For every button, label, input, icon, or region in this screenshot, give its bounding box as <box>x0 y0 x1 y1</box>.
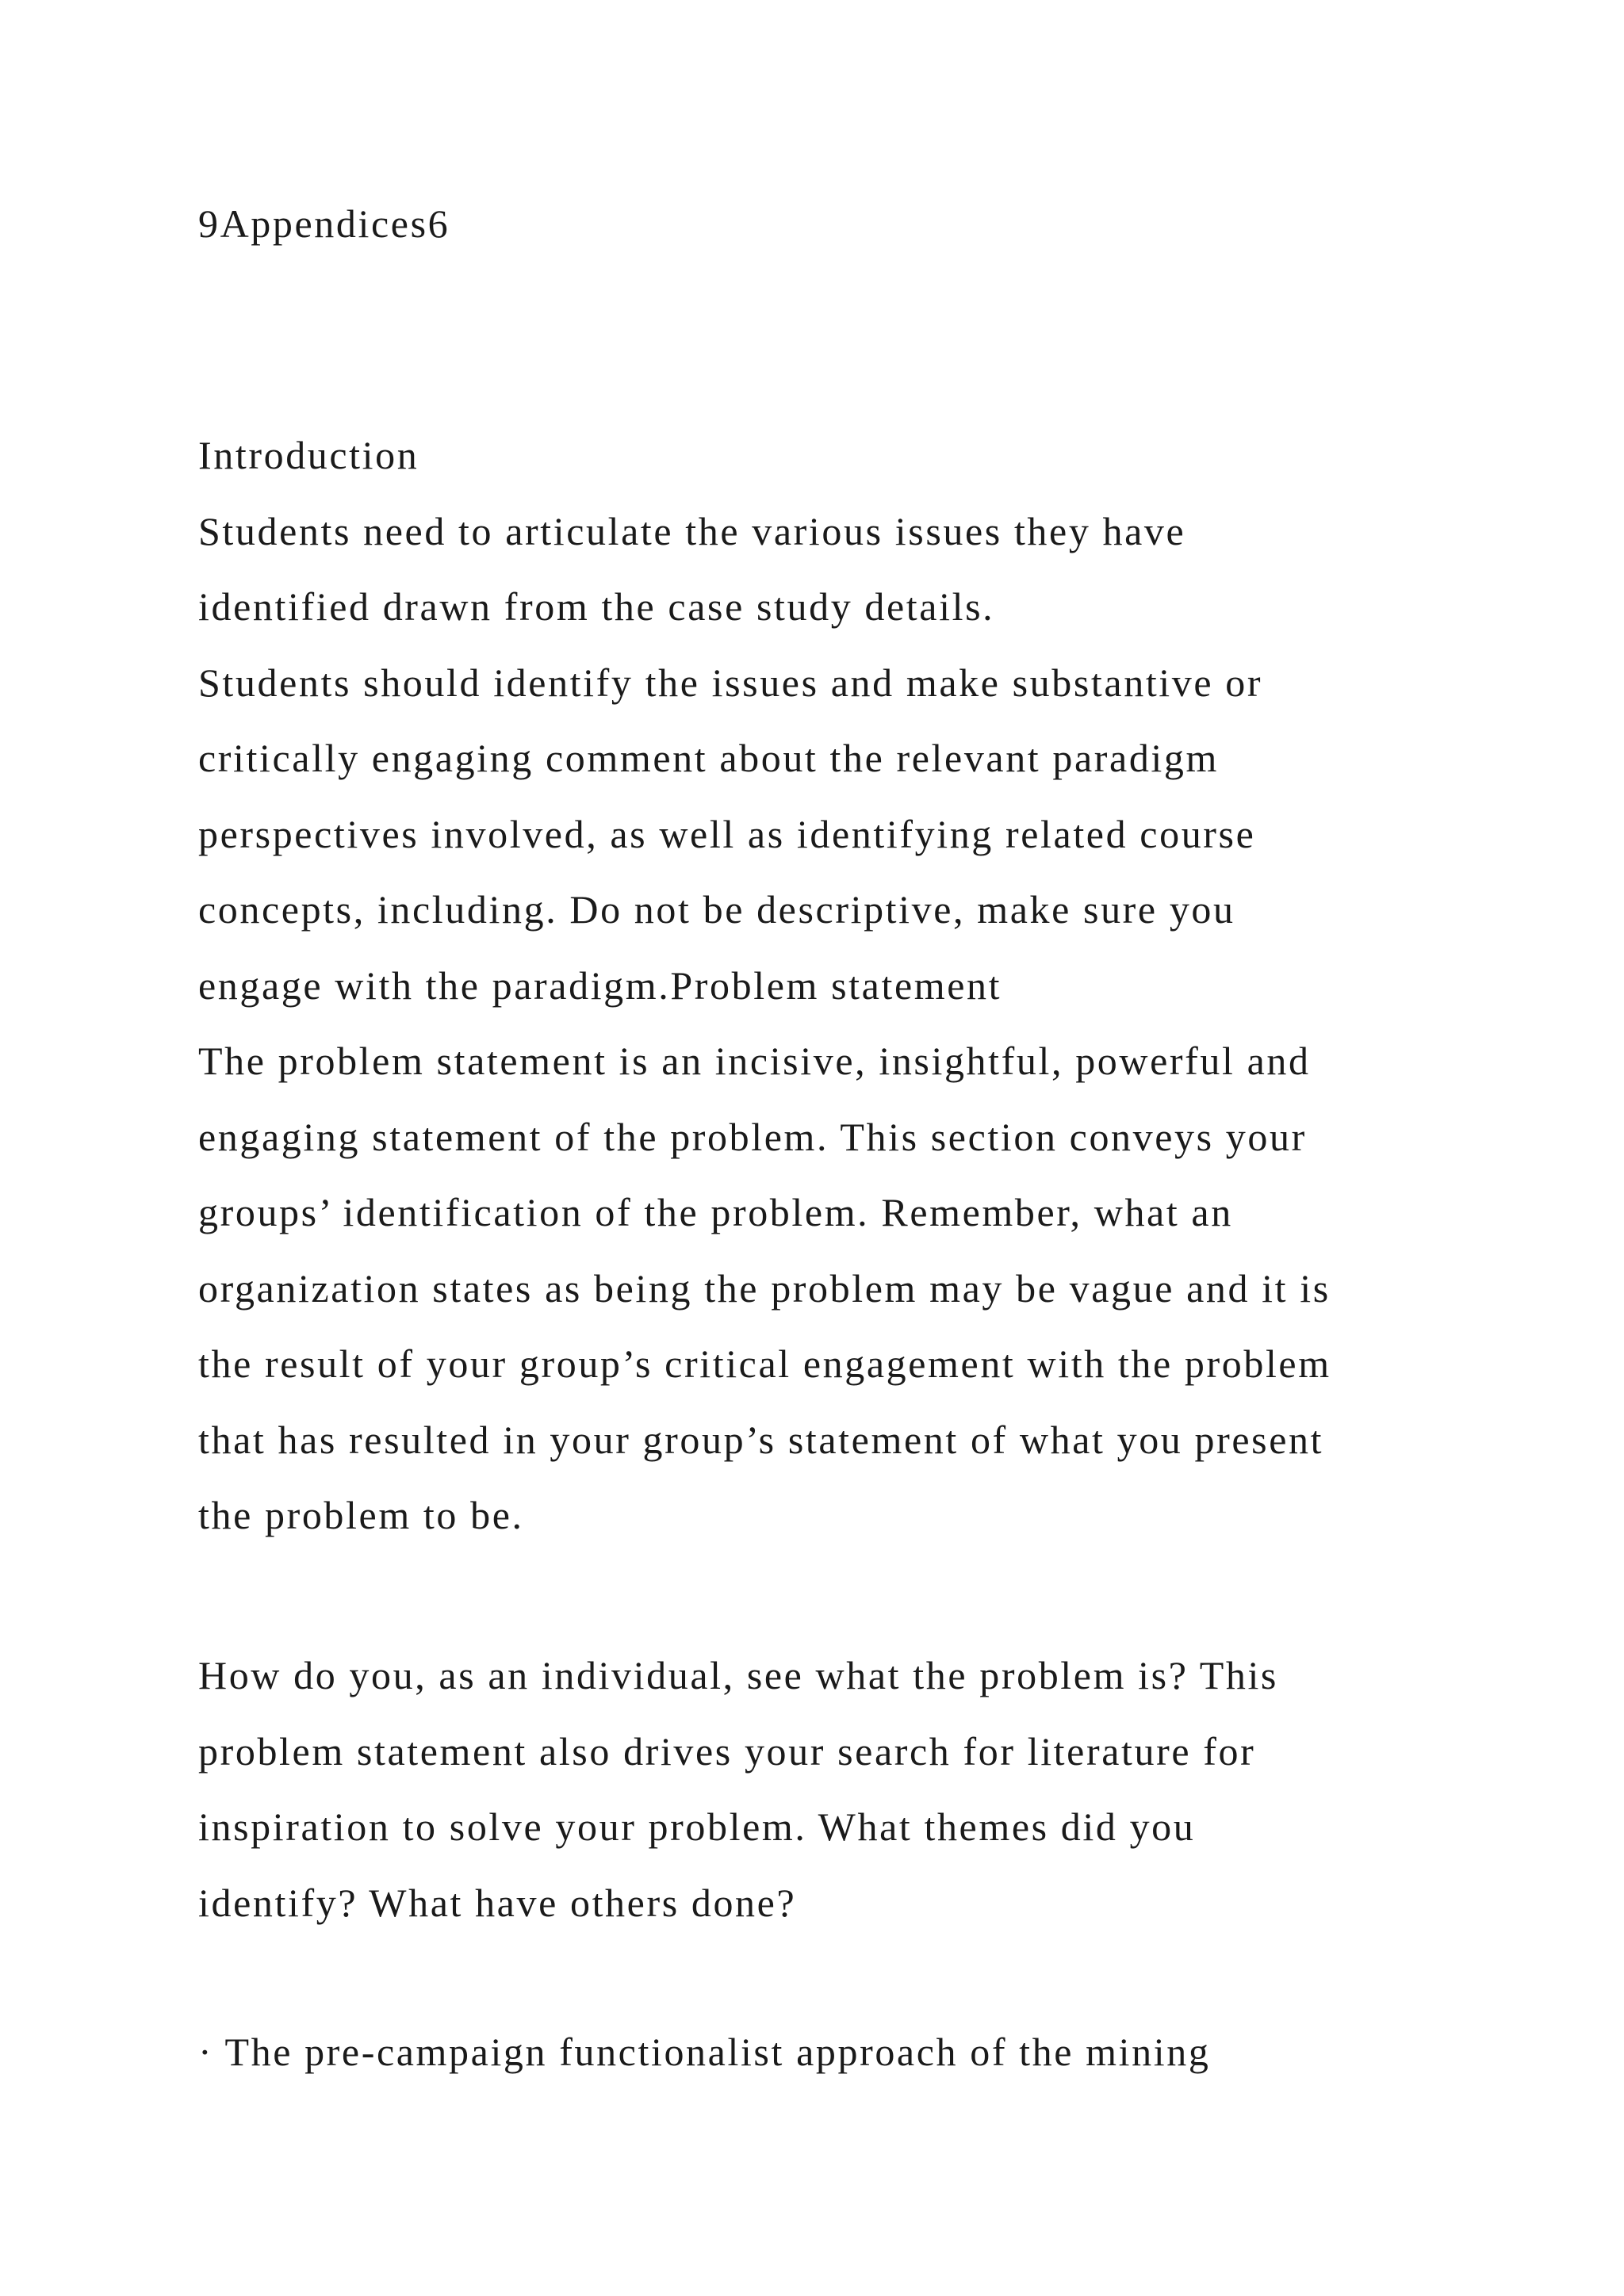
body-line: engage with the paradigm.Problem statement <box>198 962 1002 1008</box>
body-line: engaging statement of the problem. This section conveys your <box>198 1114 1307 1159</box>
body-line: the problem to be. <box>198 1493 524 1537</box>
paragraph-individual-view <box>198 1638 1467 1941</box>
body-line: critically engaging comment about the relevant paradigm <box>198 736 1220 780</box>
body-line: groups’ identification of the problem. Remember, what an <box>198 1190 1233 1234</box>
body-line: that has resulted in your group’s statement of what you present <box>198 1417 1324 1462</box>
body-line: inspiration to solve your problem. What themes did you <box>198 1804 1196 1849</box>
body-line: How do you, as an individual, see what the problem is? This <box>198 1653 1278 1697</box>
bullet-list <box>198 2015 1467 2091</box>
page-header: 9Appendices6 <box>198 201 450 246</box>
main-section <box>198 418 1467 1554</box>
body-line: The problem statement is an incisive, insightful, powerful and <box>198 1039 1311 1083</box>
body-line: Students need to articulate the various issues they have <box>198 508 1186 553</box>
body-line: organization states as being the problem may be vague and it is <box>198 1265 1331 1311</box>
body-line: the result of your group’s critical engagement with the problem <box>198 1341 1331 1386</box>
body-line: identified drawn from the case study details. <box>198 584 995 629</box>
body-line: Students should identify the issues and make substantive or <box>198 660 1263 705</box>
section-heading-introduction: Introduction <box>198 433 419 477</box>
body-line: perspectives involved, as well as identifying related course <box>198 811 1256 856</box>
body-line: concepts, including. Do not be descriptive, make sure you <box>198 887 1235 932</box>
body-line: problem statement also drives your search for literature for <box>198 1728 1256 1774</box>
bullet-item: · The pre-campaign functionalist approach of the mining <box>198 2030 1211 2074</box>
body-line: identify? What have others done? <box>198 1880 797 1925</box>
